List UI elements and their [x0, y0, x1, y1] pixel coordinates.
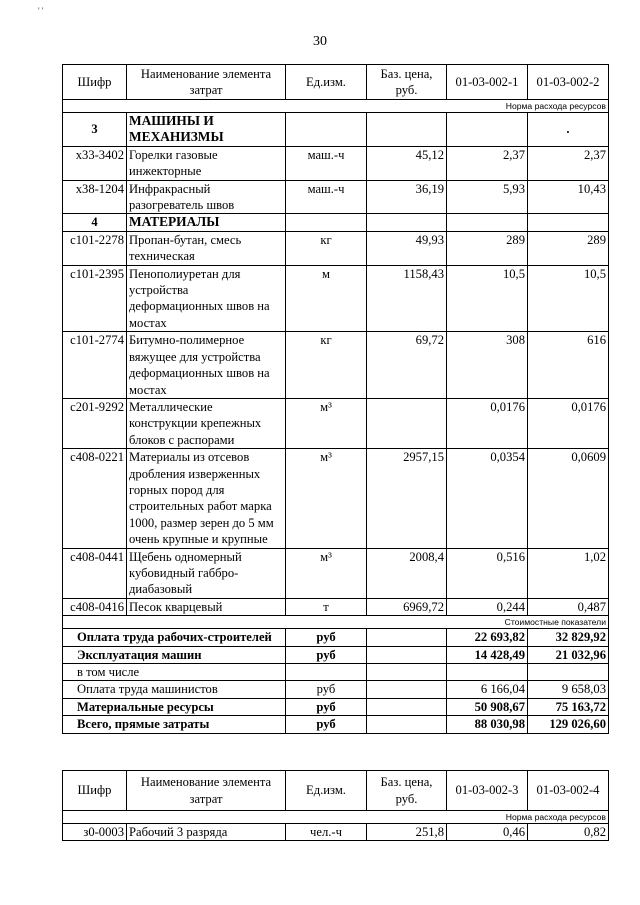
cell-value-1: 0,0354 [447, 449, 528, 548]
cell-code: с101-2278 [63, 231, 127, 265]
cell-value-2: 0,0609 [528, 449, 609, 548]
cell-name: Горелки газовые инжекторные [127, 146, 286, 180]
cell-value-2: 289 [528, 231, 609, 265]
table2-body [63, 824, 609, 841]
totals-value-1: 14 428,49 [447, 646, 528, 663]
totals-unit: руб [286, 629, 367, 646]
totals-empty [367, 681, 447, 698]
totals-row [63, 646, 609, 663]
header-unit: Ед.изм. [286, 771, 367, 811]
totals-label: Оплата труда машинистов [63, 681, 286, 698]
cell-name: Пропан-бутан, смесь техническая [127, 231, 286, 265]
header-code: Шифр [63, 65, 127, 100]
cell-unit: м³ [286, 449, 367, 548]
cell-price: 251,8 [367, 824, 447, 841]
norm-label: Норма расхода ресурсов [63, 811, 609, 824]
cost-label: Стоимостные показатели [63, 616, 609, 629]
norm-label: Норма расхода ресурсов [63, 100, 609, 113]
header-col1: 01-03-002-1 [447, 65, 528, 100]
totals-value-1: 6 166,04 [447, 681, 528, 698]
cell-unit: кг [286, 231, 367, 265]
cell-code: с101-2774 [63, 332, 127, 399]
cell-name: Пенополиуретан для устройства деформационных швов на мостах [127, 265, 286, 332]
section-row [63, 113, 609, 147]
cell-name: Песок кварцевый [127, 598, 286, 615]
totals-unit [286, 664, 367, 681]
table-row [63, 824, 609, 841]
totals-unit: руб [286, 646, 367, 663]
cell-value-1: 0,46 [447, 824, 528, 841]
totals-value-2 [528, 664, 609, 681]
cell-code: з0-0003 [63, 824, 127, 841]
totals-label: Всего, прямые затраты [63, 716, 286, 733]
cell-unit: чел.-ч [286, 824, 367, 841]
cell-code: с101-2395 [63, 265, 127, 332]
materials-body [63, 231, 609, 615]
totals-row [63, 664, 609, 681]
header-code: Шифр [63, 771, 127, 811]
cell-value-2: 0,82 [528, 824, 609, 841]
totals-unit: руб [286, 716, 367, 733]
table-row [63, 449, 609, 548]
cell-unit: м³ [286, 398, 367, 448]
resource-table-1 [62, 64, 609, 734]
totals-label: Материальные ресурсы [63, 698, 286, 715]
header-name: Наименование элемента затрат [127, 65, 286, 100]
totals-empty [367, 646, 447, 663]
cell-price [367, 398, 447, 448]
table-header-row [63, 771, 609, 811]
totals-body [63, 629, 609, 733]
totals-value-1: 50 908,67 [447, 698, 528, 715]
machines-body [63, 146, 609, 214]
section-title: МАТЕРИАЛЫ [127, 214, 286, 231]
totals-value-2: 21 032,96 [528, 646, 609, 663]
table-row [63, 180, 609, 214]
cell-price: 2957,15 [367, 449, 447, 548]
section-mark: . [528, 113, 609, 147]
cell-value-2: 10,43 [528, 180, 609, 214]
cell-price: 36,19 [367, 180, 447, 214]
cost-row [63, 616, 609, 629]
cell-code: с408-0441 [63, 548, 127, 598]
resource-table-2 [62, 770, 609, 841]
cell-code: х33-3402 [63, 146, 127, 180]
cell-price: 1158,43 [367, 265, 447, 332]
totals-label: Эксплуатация машин [63, 646, 286, 663]
cell-value-1: 2,37 [447, 146, 528, 180]
cell-value-1: 0,0176 [447, 398, 528, 448]
table-row [63, 265, 609, 332]
totals-unit: руб [286, 698, 367, 715]
section-title: МАШИНЫ И МЕХАНИЗМЫ [127, 113, 286, 147]
page-number: 30 [313, 34, 327, 49]
cell-unit: кг [286, 332, 367, 399]
cell-code: х38-1204 [63, 180, 127, 214]
cell-value-1: 308 [447, 332, 528, 399]
table-row [63, 548, 609, 598]
cell-unit: т [286, 598, 367, 615]
cell-price: 69,72 [367, 332, 447, 399]
cell-name: Инфракрасный разогреватель швов [127, 180, 286, 214]
table-row [63, 598, 609, 615]
totals-label: в том числе [63, 664, 286, 681]
cell-value-2: 0,0176 [528, 398, 609, 448]
totals-value-1: 22 693,82 [447, 629, 528, 646]
cell-value-2: 2,37 [528, 146, 609, 180]
totals-row [63, 681, 609, 698]
totals-row [63, 629, 609, 646]
corner-marks: ' ' [38, 6, 44, 16]
cell-code: с408-0416 [63, 598, 127, 615]
cell-price: 45,12 [367, 146, 447, 180]
cell-value-1: 10,5 [447, 265, 528, 332]
totals-empty [367, 629, 447, 646]
header-price: Баз. цена, руб. [367, 65, 447, 100]
section-number: 3 [63, 113, 127, 147]
cell-name: Материалы из отсевов дробления изверженных горных пород для строительных работ марка 1000, размер зерен до 5 мм очень крупные и крупные [127, 449, 286, 548]
cell-unit: м³ [286, 548, 367, 598]
totals-row [63, 716, 609, 733]
cell-value-1: 0,516 [447, 548, 528, 598]
totals-empty [367, 716, 447, 733]
cell-value-2: 616 [528, 332, 609, 399]
cell-unit: м [286, 265, 367, 332]
table-row [63, 231, 609, 265]
cell-name: Рабочий 3 разряда [127, 824, 286, 841]
cell-value-1: 0,244 [447, 598, 528, 615]
cell-name: Щебень одномерный кубовидный габбро-диабазовый [127, 548, 286, 598]
totals-value-2: 32 829,92 [528, 629, 609, 646]
cell-price: 6969,72 [367, 598, 447, 615]
cell-price: 2008,4 [367, 548, 447, 598]
norm-row [63, 100, 609, 113]
section-number: 4 [63, 214, 127, 231]
header-col2: 01-03-002-2 [528, 65, 609, 100]
cell-value-2: 1,02 [528, 548, 609, 598]
totals-unit: руб [286, 681, 367, 698]
header-col1: 01-03-002-3 [447, 771, 528, 811]
cell-value-1: 289 [447, 231, 528, 265]
cell-unit: маш.-ч [286, 146, 367, 180]
header-unit: Ед.изм. [286, 65, 367, 100]
totals-value-2: 129 026,60 [528, 716, 609, 733]
table-row [63, 398, 609, 448]
cell-price: 49,93 [367, 231, 447, 265]
totals-empty [367, 664, 447, 681]
cell-code: с201-9292 [63, 398, 127, 448]
table-row [63, 332, 609, 399]
table-row [63, 146, 609, 180]
norm-row [63, 811, 609, 824]
cell-name: Металлические конструкции крепежных блоков с распорами [127, 398, 286, 448]
totals-value-1: 88 030,98 [447, 716, 528, 733]
totals-empty [367, 698, 447, 715]
cell-name: Битумно-полимерное вяжущее для устройства деформационных швов на мостах [127, 332, 286, 399]
totals-label: Оплата труда рабочих-строителей [63, 629, 286, 646]
totals-value-2: 9 658,03 [528, 681, 609, 698]
header-col2: 01-03-002-4 [528, 771, 609, 811]
cell-value-2: 10,5 [528, 265, 609, 332]
cell-value-1: 5,93 [447, 180, 528, 214]
section-row [63, 214, 609, 231]
totals-value-1 [447, 664, 528, 681]
totals-value-2: 75 163,72 [528, 698, 609, 715]
totals-row [63, 698, 609, 715]
table-header-row [63, 65, 609, 100]
cell-unit: маш.-ч [286, 180, 367, 214]
cell-code: с408-0221 [63, 449, 127, 548]
header-price: Баз. цена, руб. [367, 771, 447, 811]
header-name: Наименование элемента затрат [127, 771, 286, 811]
cell-value-2: 0,487 [528, 598, 609, 615]
